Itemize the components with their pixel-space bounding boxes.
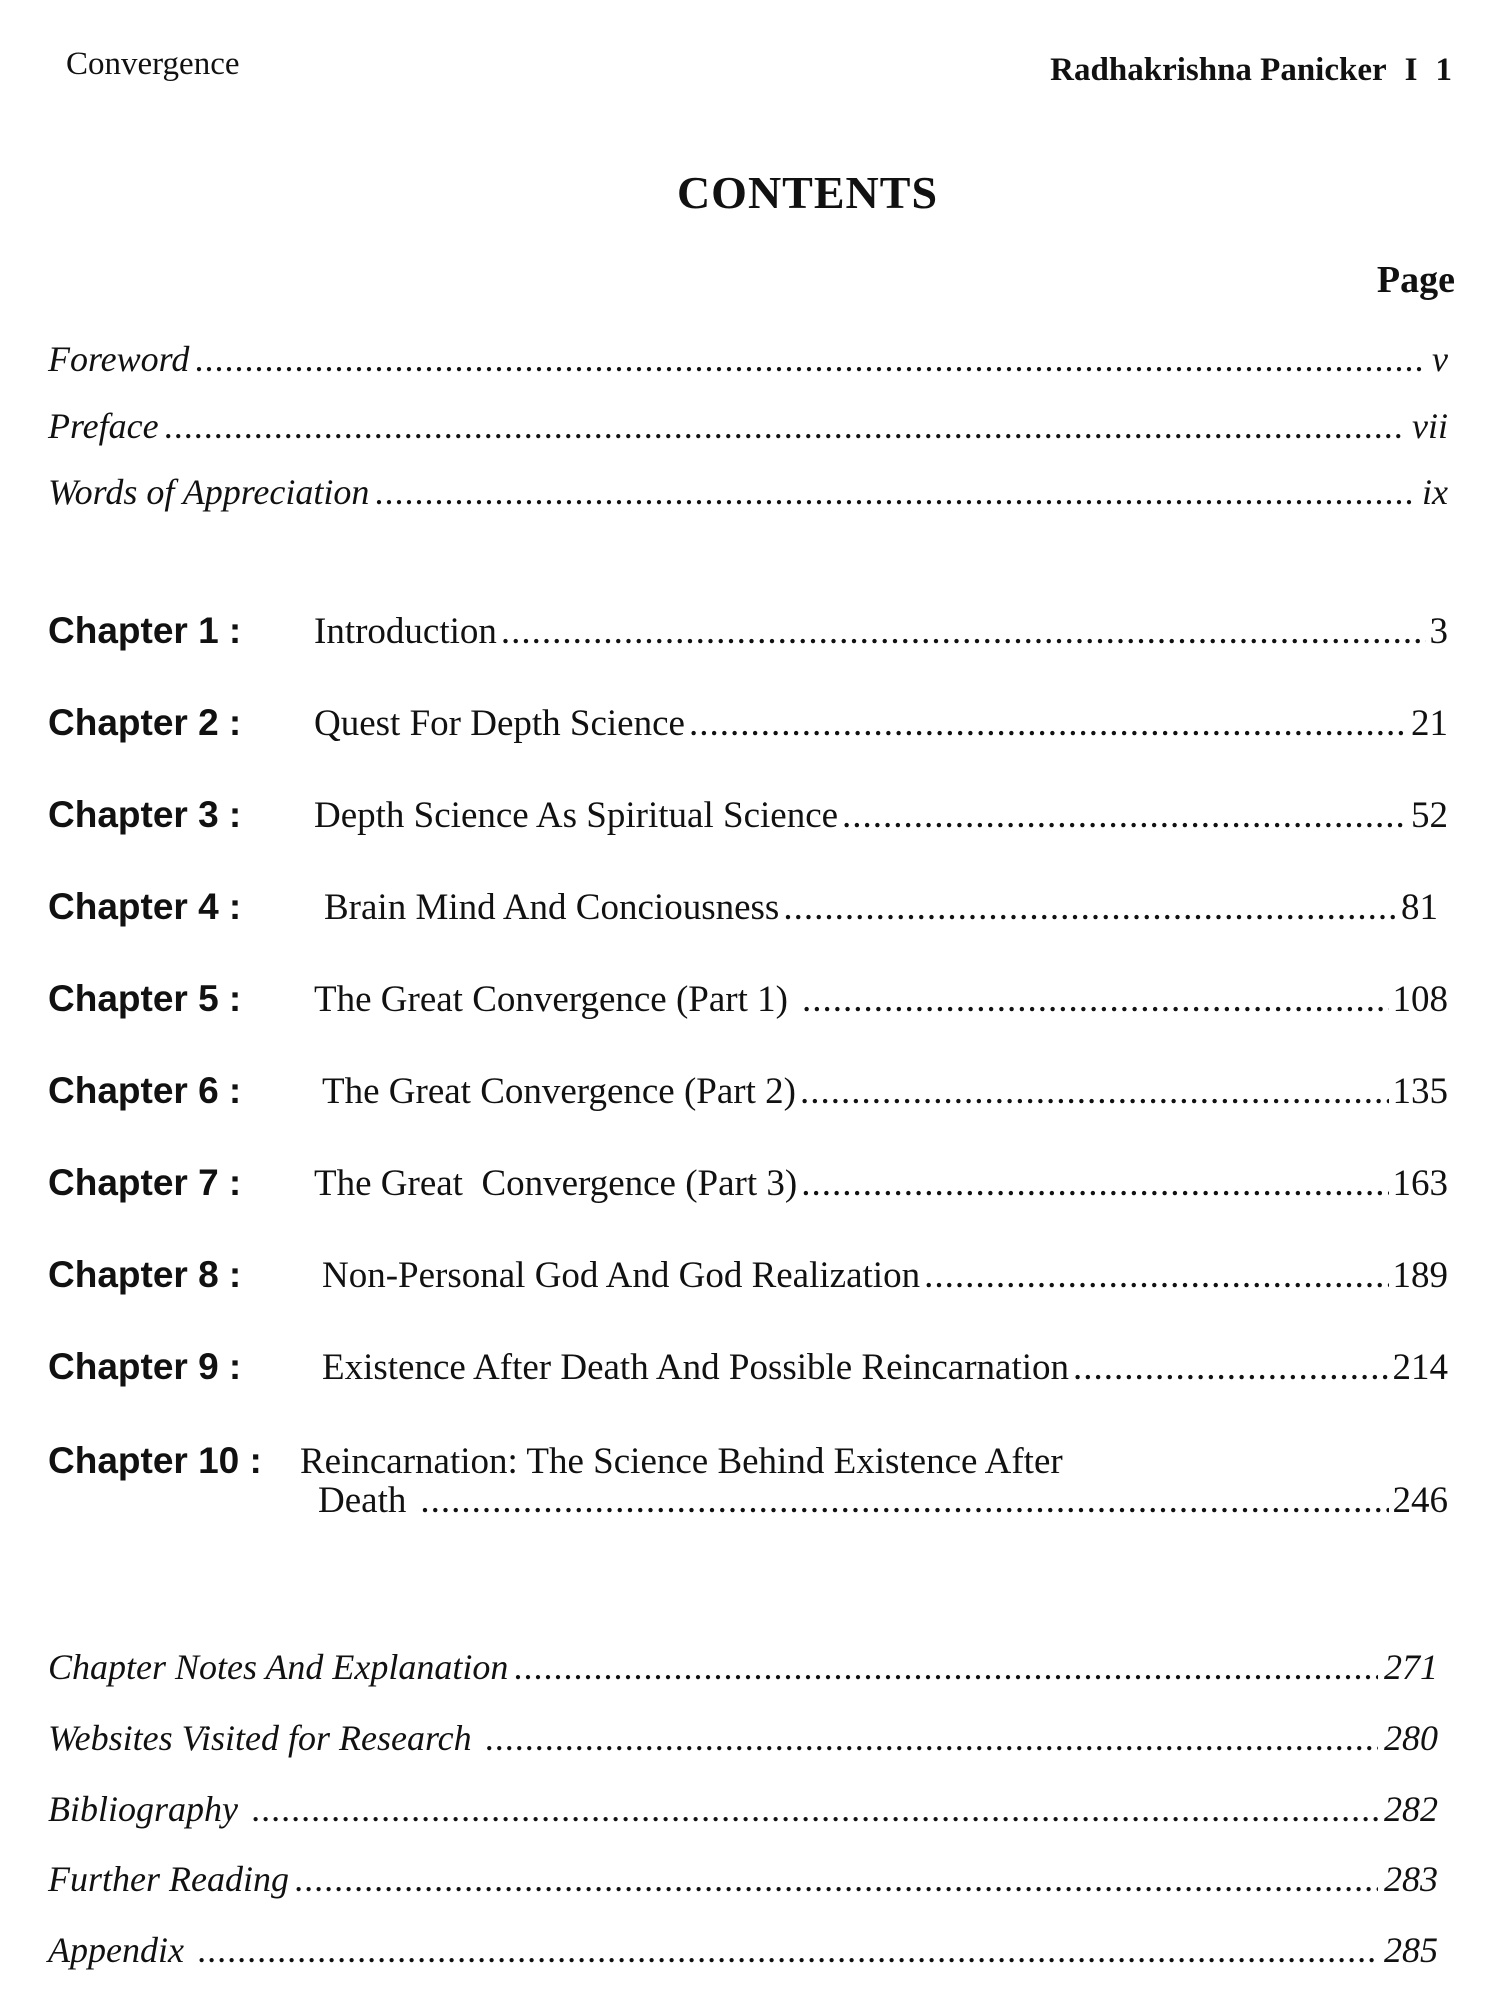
page-number: 1 bbox=[1435, 52, 1452, 88]
toc-entry-words-of-appreciation[interactable] bbox=[48, 471, 1448, 521]
chapter-title: Brain Mind And Conciousness bbox=[324, 887, 780, 928]
entry-page: ix bbox=[1422, 472, 1448, 512]
chapter-page: 52 bbox=[1411, 795, 1448, 836]
entry-page: 283 bbox=[1384, 1859, 1438, 1899]
entry-page: v bbox=[1432, 339, 1448, 379]
toc-entry-chapter-notes[interactable] bbox=[48, 1646, 1438, 1696]
book-title: Convergence bbox=[66, 46, 240, 82]
entry-title: Websites Visited for Research bbox=[48, 1718, 472, 1758]
chapter-title: The Great Convergence (Part 3) bbox=[314, 1163, 798, 1204]
toc-entry-appendix[interactable] bbox=[48, 1929, 1438, 1979]
chapter-page: 21 bbox=[1411, 703, 1448, 744]
toc-chapter-5[interactable] bbox=[48, 978, 1448, 1021]
entry-page: 280 bbox=[1384, 1718, 1438, 1758]
entry-title: Further Reading bbox=[48, 1859, 289, 1899]
leader-dots bbox=[689, 702, 1407, 745]
toc-entry-preface[interactable] bbox=[48, 405, 1448, 455]
toc-chapter-4[interactable] bbox=[48, 886, 1448, 929]
entry-title: Appendix bbox=[48, 1930, 184, 1970]
leader-dots bbox=[514, 1646, 1378, 1688]
chapter-label: Chapter 6 : bbox=[48, 1070, 242, 1111]
leader-dots bbox=[165, 405, 1406, 447]
toc-chapter-1[interactable] bbox=[48, 610, 1448, 653]
author-and-page bbox=[1050, 52, 1452, 89]
leader-dots bbox=[195, 338, 1426, 380]
chapter-label: Chapter 3 : bbox=[48, 794, 242, 835]
leader-dots bbox=[1073, 1346, 1388, 1389]
leader-dots bbox=[486, 1717, 1378, 1759]
toc-chapter-2[interactable] bbox=[48, 702, 1448, 745]
chapter-page: 3 bbox=[1429, 611, 1448, 652]
toc-chapter-3[interactable] bbox=[48, 794, 1448, 837]
leader-dots bbox=[842, 794, 1407, 837]
chapter-label: Chapter 8 : bbox=[48, 1254, 242, 1295]
chapter-title: Existence After Death And Possible Reincarnation bbox=[322, 1347, 1070, 1388]
chapter-page: 135 bbox=[1392, 1071, 1448, 1112]
entry-title: Bibliography bbox=[48, 1789, 238, 1829]
leader-dots bbox=[501, 610, 1426, 653]
leader-dots bbox=[198, 1929, 1378, 1971]
entry-page: 282 bbox=[1384, 1789, 1438, 1829]
chapter-page: 81 bbox=[1401, 887, 1438, 928]
toc-entry-further-reading[interactable] bbox=[48, 1858, 1438, 1908]
chapter-title: Introduction bbox=[314, 611, 497, 652]
chapter-label: Chapter 5 : bbox=[48, 978, 242, 1019]
entry-page: 285 bbox=[1384, 1930, 1438, 1970]
chapter-title: Quest For Depth Science bbox=[314, 703, 685, 744]
header-separator: I bbox=[1404, 52, 1418, 88]
chapter-page: 214 bbox=[1392, 1347, 1448, 1388]
chapter-label: Chapter 1 : bbox=[48, 610, 242, 651]
chapter-page: 246 bbox=[1392, 1480, 1448, 1521]
chapter-page: 108 bbox=[1392, 979, 1448, 1020]
chapter-title: The Great Convergence (Part 2) bbox=[322, 1071, 796, 1112]
leader-dots bbox=[924, 1254, 1388, 1297]
chapter-title-line-1: Reincarnation: The Science Behind Existence After bbox=[300, 1441, 1063, 1482]
toc-chapter-8[interactable] bbox=[48, 1254, 1448, 1297]
chapter-title: The Great Convergence (Part 1) bbox=[314, 979, 788, 1020]
chapter-title: Non-Personal God And God Realization bbox=[322, 1255, 921, 1296]
toc-chapter-9[interactable] bbox=[48, 1346, 1448, 1389]
leader-dots bbox=[252, 1788, 1378, 1830]
toc-chapter-7[interactable] bbox=[48, 1162, 1448, 1205]
chapter-label: Chapter 2 : bbox=[48, 702, 242, 743]
entry-title: Words of Appreciation bbox=[48, 472, 370, 512]
entry-title: Chapter Notes And Explanation bbox=[48, 1647, 509, 1687]
leader-dots bbox=[375, 471, 1416, 513]
chapter-label: Chapter 7 : bbox=[48, 1162, 242, 1203]
chapter-title: Depth Science As Spiritual Science bbox=[314, 795, 839, 836]
page-column-label: Page bbox=[1376, 259, 1455, 301]
leader-dots bbox=[420, 1483, 1388, 1519]
toc-entry-websites-visited[interactable] bbox=[48, 1717, 1438, 1767]
running-header bbox=[0, 42, 1500, 92]
entry-page: 271 bbox=[1384, 1647, 1438, 1687]
toc-chapter-6[interactable] bbox=[48, 1070, 1448, 1113]
contents-title: CONTENTS bbox=[676, 167, 939, 218]
leader-dots bbox=[800, 1070, 1389, 1113]
chapter-label: Chapter 9 : bbox=[48, 1346, 242, 1387]
chapter-page: 163 bbox=[1392, 1163, 1448, 1204]
leader-dots bbox=[783, 886, 1397, 929]
chapter-label: Chapter 4 : bbox=[48, 886, 242, 927]
chapter-page: 189 bbox=[1392, 1255, 1448, 1296]
toc-entry-bibliography[interactable] bbox=[48, 1788, 1438, 1838]
leader-dots bbox=[801, 1162, 1388, 1205]
leader-dots bbox=[802, 978, 1389, 1021]
chapter-title-line-2: Death bbox=[318, 1480, 407, 1521]
leader-dots bbox=[295, 1858, 1378, 1900]
author-name: Radhakrishna Panicker bbox=[1050, 52, 1387, 88]
chapter-label: Chapter 10 : bbox=[48, 1440, 262, 1481]
entry-title: Preface bbox=[48, 406, 159, 446]
entry-title: Foreword bbox=[48, 339, 190, 379]
entry-page: vii bbox=[1412, 406, 1448, 446]
toc-chapter-10[interactable] bbox=[48, 1440, 1448, 1519]
toc-entry-foreword[interactable] bbox=[48, 338, 1448, 388]
